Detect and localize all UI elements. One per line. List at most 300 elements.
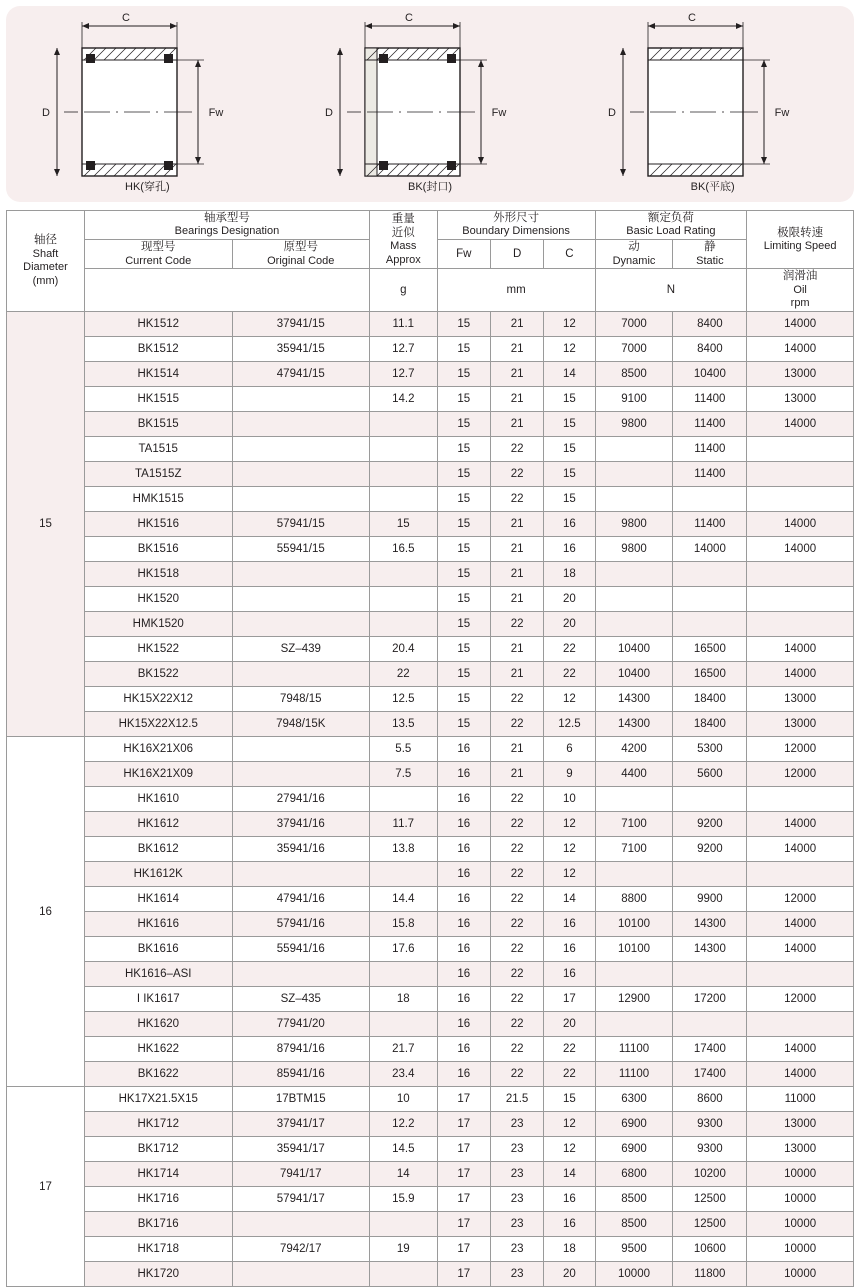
diagram-caption: BK(平底) <box>690 181 735 193</box>
limiting-speed-cell: 10000 <box>747 1212 854 1237</box>
header-unit-newton: N <box>595 269 747 312</box>
fw-cell: 15 <box>437 462 490 487</box>
limiting-speed-cell: 10000 <box>747 1237 854 1262</box>
table-row <box>7 1087 854 1112</box>
dynamic-load-cell: 9800 <box>595 512 673 537</box>
original-code-cell: 57941/15 <box>232 512 369 537</box>
dynamic-load-cell: 10000 <box>595 1262 673 1287</box>
table-row <box>7 412 854 437</box>
mass-cell: 12.7 <box>369 337 437 362</box>
header-unit-speed: 润滑油 Oil rpm <box>747 269 854 312</box>
fw-cell: 17 <box>437 1162 490 1187</box>
current-code-cell: HK1714 <box>84 1162 232 1187</box>
limiting-speed-cell: 13000 <box>747 1112 854 1137</box>
table-row <box>7 837 854 862</box>
current-code-cell: HK1716 <box>84 1187 232 1212</box>
dynamic-load-cell <box>595 562 673 587</box>
limiting-speed-cell: 13000 <box>747 712 854 737</box>
limiting-speed-cell <box>747 562 854 587</box>
current-code-cell: HK1612K <box>84 862 232 887</box>
c-cell: 16 <box>544 512 595 537</box>
diagram-bk-flat <box>598 12 828 198</box>
mass-cell: 14.5 <box>369 1137 437 1162</box>
d-cell: 22 <box>490 612 543 637</box>
table-row <box>7 787 854 812</box>
fw-cell: 15 <box>437 687 490 712</box>
static-load-cell <box>673 1012 747 1037</box>
header-limiting-speed: 极限转速 Limiting Speed <box>747 211 854 269</box>
fw-cell: 16 <box>437 837 490 862</box>
limiting-speed-cell: 14000 <box>747 937 854 962</box>
limiting-speed-cell: 14000 <box>747 512 854 537</box>
c-cell: 18 <box>544 1237 595 1262</box>
c-cell: 20 <box>544 612 595 637</box>
d-cell: 21 <box>490 337 543 362</box>
current-code-cell: HK1512 <box>84 312 232 337</box>
fw-cell: 17 <box>437 1137 490 1162</box>
static-load-cell: 17400 <box>673 1062 747 1087</box>
static-load-cell: 11400 <box>673 462 747 487</box>
static-load-cell: 11400 <box>673 387 747 412</box>
limiting-speed-cell: 12000 <box>747 987 854 1012</box>
mass-cell <box>369 787 437 812</box>
limiting-speed-cell: 13000 <box>747 387 854 412</box>
d-cell: 22 <box>490 962 543 987</box>
header-unit-mass: g <box>369 269 437 312</box>
c-cell: 9 <box>544 762 595 787</box>
original-code-cell <box>232 962 369 987</box>
table-row <box>7 712 854 737</box>
limiting-speed-cell <box>747 862 854 887</box>
table-row <box>7 737 854 762</box>
mass-cell <box>369 1262 437 1287</box>
fw-cell: 17 <box>437 1237 490 1262</box>
limiting-speed-cell: 14000 <box>747 662 854 687</box>
fw-cell: 15 <box>437 512 490 537</box>
table-row <box>7 512 854 537</box>
dynamic-load-cell <box>595 587 673 612</box>
limiting-speed-cell <box>747 462 854 487</box>
current-code-cell: HK1622 <box>84 1037 232 1062</box>
d-cell: 22 <box>490 887 543 912</box>
c-cell: 15 <box>544 462 595 487</box>
d-cell: 21 <box>490 662 543 687</box>
fw-cell: 16 <box>437 887 490 912</box>
static-load-cell <box>673 612 747 637</box>
mass-cell <box>369 462 437 487</box>
limiting-speed-cell: 13000 <box>747 362 854 387</box>
fw-cell: 16 <box>437 937 490 962</box>
c-cell: 12 <box>544 312 595 337</box>
d-cell: 22 <box>490 837 543 862</box>
mass-cell: 23.4 <box>369 1062 437 1087</box>
d-cell: 21 <box>490 412 543 437</box>
limiting-speed-cell: 10000 <box>747 1262 854 1287</box>
fw-cell: 15 <box>437 487 490 512</box>
fw-cell: 15 <box>437 587 490 612</box>
dynamic-load-cell <box>595 487 673 512</box>
c-cell: 22 <box>544 637 595 662</box>
d-cell: 22 <box>490 862 543 887</box>
dynamic-load-cell: 9800 <box>595 537 673 562</box>
limiting-speed-cell: 14000 <box>747 1037 854 1062</box>
dynamic-load-cell: 14300 <box>595 712 673 737</box>
current-code-cell: BK1716 <box>84 1212 232 1237</box>
d-cell: 22 <box>490 812 543 837</box>
dynamic-load-cell <box>595 1012 673 1037</box>
static-load-cell: 8600 <box>673 1087 747 1112</box>
table-row <box>7 637 854 662</box>
static-load-cell <box>673 787 747 812</box>
static-load-cell: 14300 <box>673 912 747 937</box>
c-cell: 20 <box>544 587 595 612</box>
fw-cell: 15 <box>437 437 490 462</box>
c-cell: 22 <box>544 1062 595 1087</box>
diagram-row <box>6 6 854 198</box>
original-code-cell <box>232 662 369 687</box>
static-load-cell: 9200 <box>673 812 747 837</box>
d-cell: 21 <box>490 512 543 537</box>
dynamic-load-cell: 9100 <box>595 387 673 412</box>
table-row <box>7 1112 854 1137</box>
current-code-cell: HMK1515 <box>84 487 232 512</box>
current-code-cell: HK1522 <box>84 637 232 662</box>
table-header <box>7 211 854 312</box>
svg-text:Fw: Fw <box>491 107 507 119</box>
table-row <box>7 662 854 687</box>
d-cell: 22 <box>490 937 543 962</box>
limiting-speed-cell: 14000 <box>747 1062 854 1087</box>
original-code-cell <box>232 1212 369 1237</box>
dynamic-load-cell: 9800 <box>595 412 673 437</box>
mass-cell: 17.6 <box>369 937 437 962</box>
mass-cell: 12.5 <box>369 687 437 712</box>
dynamic-load-cell: 10400 <box>595 637 673 662</box>
mass-cell <box>369 437 437 462</box>
original-code-cell: 35941/15 <box>232 337 369 362</box>
table-row <box>7 337 854 362</box>
fw-cell: 16 <box>437 1012 490 1037</box>
original-code-cell: 7941/17 <box>232 1162 369 1187</box>
svg-text:C: C <box>405 12 413 24</box>
fw-cell: 16 <box>437 912 490 937</box>
c-cell: 12 <box>544 862 595 887</box>
c-cell: 14 <box>544 1162 595 1187</box>
original-code-cell: 37941/16 <box>232 812 369 837</box>
original-code-cell <box>232 587 369 612</box>
original-code-cell: 85941/16 <box>232 1062 369 1087</box>
fw-cell: 16 <box>437 1037 490 1062</box>
limiting-speed-cell <box>747 787 854 812</box>
header-boundary-dimensions: 外形尺寸 Boundary Dimensions <box>437 211 595 240</box>
mass-cell <box>369 562 437 587</box>
c-cell: 20 <box>544 1262 595 1287</box>
mass-cell <box>369 587 437 612</box>
fw-cell: 16 <box>437 1062 490 1087</box>
static-load-cell <box>673 487 747 512</box>
table-body <box>7 312 854 1287</box>
mass-cell: 15.9 <box>369 1187 437 1212</box>
fw-cell: 15 <box>437 712 490 737</box>
dynamic-load-cell: 6800 <box>595 1162 673 1187</box>
fw-cell: 17 <box>437 1212 490 1237</box>
original-code-cell <box>232 487 369 512</box>
fw-cell: 17 <box>437 1112 490 1137</box>
original-code-cell: 55941/16 <box>232 937 369 962</box>
c-cell: 12 <box>544 1137 595 1162</box>
header-c: C <box>544 240 595 269</box>
header-original-code: 原型号 Original Code <box>232 240 369 269</box>
mass-cell <box>369 612 437 637</box>
static-load-cell: 16500 <box>673 662 747 687</box>
header-row-units <box>7 269 854 312</box>
d-cell: 21 <box>490 537 543 562</box>
bk-flat-drawing <box>598 12 828 187</box>
d-cell: 23 <box>490 1212 543 1237</box>
fw-cell: 15 <box>437 387 490 412</box>
limiting-speed-cell: 10000 <box>747 1162 854 1187</box>
d-cell: 23 <box>490 1162 543 1187</box>
svg-text:D: D <box>325 107 333 119</box>
table-row <box>7 912 854 937</box>
static-load-cell: 8400 <box>673 312 747 337</box>
table-row <box>7 887 854 912</box>
current-code-cell: HK1610 <box>84 787 232 812</box>
table-row <box>7 312 854 337</box>
current-code-cell: HMK1520 <box>84 612 232 637</box>
dynamic-load-cell: 11100 <box>595 1062 673 1087</box>
limiting-speed-cell: 12000 <box>747 887 854 912</box>
c-cell: 14 <box>544 887 595 912</box>
header-designation: 轴承型号 Bearings Designation <box>84 211 369 240</box>
original-code-cell: 37941/17 <box>232 1112 369 1137</box>
dynamic-load-cell: 10100 <box>595 937 673 962</box>
diagram-caption: HK(穿孔) <box>125 181 170 193</box>
dynamic-load-cell: 8500 <box>595 1187 673 1212</box>
mass-cell: 10 <box>369 1087 437 1112</box>
svg-text:Fw: Fw <box>208 107 224 119</box>
table-row <box>7 1162 854 1187</box>
svg-text:C: C <box>122 12 131 24</box>
fw-cell: 16 <box>437 987 490 1012</box>
mass-cell <box>369 412 437 437</box>
fw-cell: 16 <box>437 737 490 762</box>
c-cell: 15 <box>544 1087 595 1112</box>
static-load-cell: 17400 <box>673 1037 747 1062</box>
static-load-cell: 10600 <box>673 1237 747 1262</box>
mass-cell <box>369 1012 437 1037</box>
c-cell: 16 <box>544 1212 595 1237</box>
fw-cell: 16 <box>437 787 490 812</box>
d-cell: 22 <box>490 487 543 512</box>
static-load-cell: 8400 <box>673 337 747 362</box>
current-code-cell: HK1516 <box>84 512 232 537</box>
original-code-cell: 57941/16 <box>232 912 369 937</box>
limiting-speed-cell: 14000 <box>747 912 854 937</box>
limiting-speed-cell: 13000 <box>747 687 854 712</box>
c-cell: 15 <box>544 412 595 437</box>
dynamic-load-cell: 10400 <box>595 662 673 687</box>
svg-text:Fw: Fw <box>774 107 789 119</box>
mass-cell <box>369 962 437 987</box>
d-cell: 21 <box>490 587 543 612</box>
static-load-cell: 10200 <box>673 1162 747 1187</box>
original-code-cell: 55941/15 <box>232 537 369 562</box>
original-code-cell: 77941/20 <box>232 1012 369 1037</box>
limiting-speed-cell: 10000 <box>747 1187 854 1212</box>
catalog-page <box>0 6 860 1287</box>
table-row <box>7 862 854 887</box>
mass-cell: 15 <box>369 512 437 537</box>
table-row <box>7 1012 854 1037</box>
mass-cell: 5.5 <box>369 737 437 762</box>
limiting-speed-cell <box>747 612 854 637</box>
header-row-1 <box>7 211 854 240</box>
original-code-cell: 87941/16 <box>232 1037 369 1062</box>
static-load-cell: 18400 <box>673 687 747 712</box>
original-code-cell <box>232 1262 369 1287</box>
table-row <box>7 1062 854 1087</box>
mass-cell: 19 <box>369 1237 437 1262</box>
table-row <box>7 1037 854 1062</box>
original-code-cell <box>232 387 369 412</box>
dynamic-load-cell: 14300 <box>595 687 673 712</box>
table-row <box>7 387 854 412</box>
limiting-speed-cell <box>747 1012 854 1037</box>
fw-cell: 15 <box>437 612 490 637</box>
diagram-bk-closed <box>315 12 545 198</box>
original-code-cell: SZ–439 <box>232 637 369 662</box>
dynamic-load-cell: 9500 <box>595 1237 673 1262</box>
current-code-cell: HK1620 <box>84 1012 232 1037</box>
original-code-cell: 37941/15 <box>232 312 369 337</box>
svg-text:C: C <box>687 12 696 24</box>
original-code-cell: 47941/15 <box>232 362 369 387</box>
static-load-cell: 9300 <box>673 1112 747 1137</box>
shaft-diameter-cell: 15 <box>7 312 85 737</box>
current-code-cell: TA1515Z <box>84 462 232 487</box>
c-cell: 22 <box>544 662 595 687</box>
original-code-cell <box>232 437 369 462</box>
fw-cell: 16 <box>437 812 490 837</box>
limiting-speed-cell: 12000 <box>747 737 854 762</box>
table-row <box>7 962 854 987</box>
original-code-cell: 27941/16 <box>232 787 369 812</box>
d-cell: 21 <box>490 387 543 412</box>
mass-cell: 20.4 <box>369 637 437 662</box>
original-code-cell <box>232 762 369 787</box>
table-row <box>7 612 854 637</box>
limiting-speed-cell: 11000 <box>747 1087 854 1112</box>
table-row <box>7 937 854 962</box>
limiting-speed-cell: 13000 <box>747 1137 854 1162</box>
static-load-cell: 5600 <box>673 762 747 787</box>
dynamic-load-cell: 10100 <box>595 912 673 937</box>
mass-cell: 14 <box>369 1162 437 1187</box>
c-cell: 16 <box>544 1187 595 1212</box>
c-cell: 10 <box>544 787 595 812</box>
static-load-cell: 12500 <box>673 1187 747 1212</box>
c-cell: 6 <box>544 737 595 762</box>
current-code-cell: HK1514 <box>84 362 232 387</box>
diagram-hk-open <box>32 12 262 198</box>
table-row <box>7 487 854 512</box>
current-code-cell: BK1622 <box>84 1062 232 1087</box>
fw-cell: 16 <box>437 862 490 887</box>
c-cell: 18 <box>544 562 595 587</box>
c-cell: 15 <box>544 437 595 462</box>
limiting-speed-cell <box>747 587 854 612</box>
mass-cell: 12.7 <box>369 362 437 387</box>
svg-text:D: D <box>42 107 51 119</box>
fw-cell: 17 <box>437 1262 490 1287</box>
header-unit-mm: mm <box>437 269 595 312</box>
fw-cell: 15 <box>437 662 490 687</box>
limiting-speed-cell <box>747 487 854 512</box>
dynamic-load-cell: 6900 <box>595 1112 673 1137</box>
current-code-cell: BK1515 <box>84 412 232 437</box>
static-load-cell: 16500 <box>673 637 747 662</box>
d-cell: 22 <box>490 712 543 737</box>
dynamic-load-cell <box>595 462 673 487</box>
bk-closed-drawing <box>315 12 545 187</box>
c-cell: 12 <box>544 687 595 712</box>
d-cell: 21 <box>490 637 543 662</box>
original-code-cell: 35941/16 <box>232 837 369 862</box>
table-row <box>7 562 854 587</box>
current-code-cell: HK16X21X06 <box>84 737 232 762</box>
header-dynamic: 动 Dynamic <box>595 240 673 269</box>
dynamic-load-cell: 6300 <box>595 1087 673 1112</box>
mass-cell <box>369 1212 437 1237</box>
c-cell: 16 <box>544 937 595 962</box>
original-code-cell: SZ–435 <box>232 987 369 1012</box>
limiting-speed-cell: 12000 <box>747 762 854 787</box>
table-row <box>7 1237 854 1262</box>
mass-cell: 16.5 <box>369 537 437 562</box>
d-cell: 22 <box>490 1062 543 1087</box>
current-code-cell: HK1518 <box>84 562 232 587</box>
table-row <box>7 462 854 487</box>
original-code-cell <box>232 462 369 487</box>
limiting-speed-cell: 14000 <box>747 537 854 562</box>
mass-cell: 22 <box>369 662 437 687</box>
fw-cell: 15 <box>437 362 490 387</box>
c-cell: 16 <box>544 912 595 937</box>
static-load-cell: 9900 <box>673 887 747 912</box>
current-code-cell: BK1516 <box>84 537 232 562</box>
dynamic-load-cell: 4200 <box>595 737 673 762</box>
dynamic-load-cell: 8800 <box>595 887 673 912</box>
static-load-cell: 9200 <box>673 837 747 862</box>
c-cell: 12 <box>544 337 595 362</box>
current-code-cell: HK15X22X12 <box>84 687 232 712</box>
dynamic-load-cell: 6900 <box>595 1137 673 1162</box>
static-load-cell: 11400 <box>673 512 747 537</box>
c-cell: 12 <box>544 837 595 862</box>
dynamic-load-cell <box>595 962 673 987</box>
current-code-cell: HK1612 <box>84 812 232 837</box>
header-shaft-diameter: 轴径 Shaft Diameter (mm) <box>7 211 85 312</box>
current-code-cell: HK1515 <box>84 387 232 412</box>
limiting-speed-cell: 14000 <box>747 837 854 862</box>
static-load-cell: 12500 <box>673 1212 747 1237</box>
static-load-cell: 5300 <box>673 737 747 762</box>
fw-cell: 15 <box>437 312 490 337</box>
mass-cell: 15.8 <box>369 912 437 937</box>
limiting-speed-cell: 14000 <box>747 637 854 662</box>
d-cell: 22 <box>490 1012 543 1037</box>
